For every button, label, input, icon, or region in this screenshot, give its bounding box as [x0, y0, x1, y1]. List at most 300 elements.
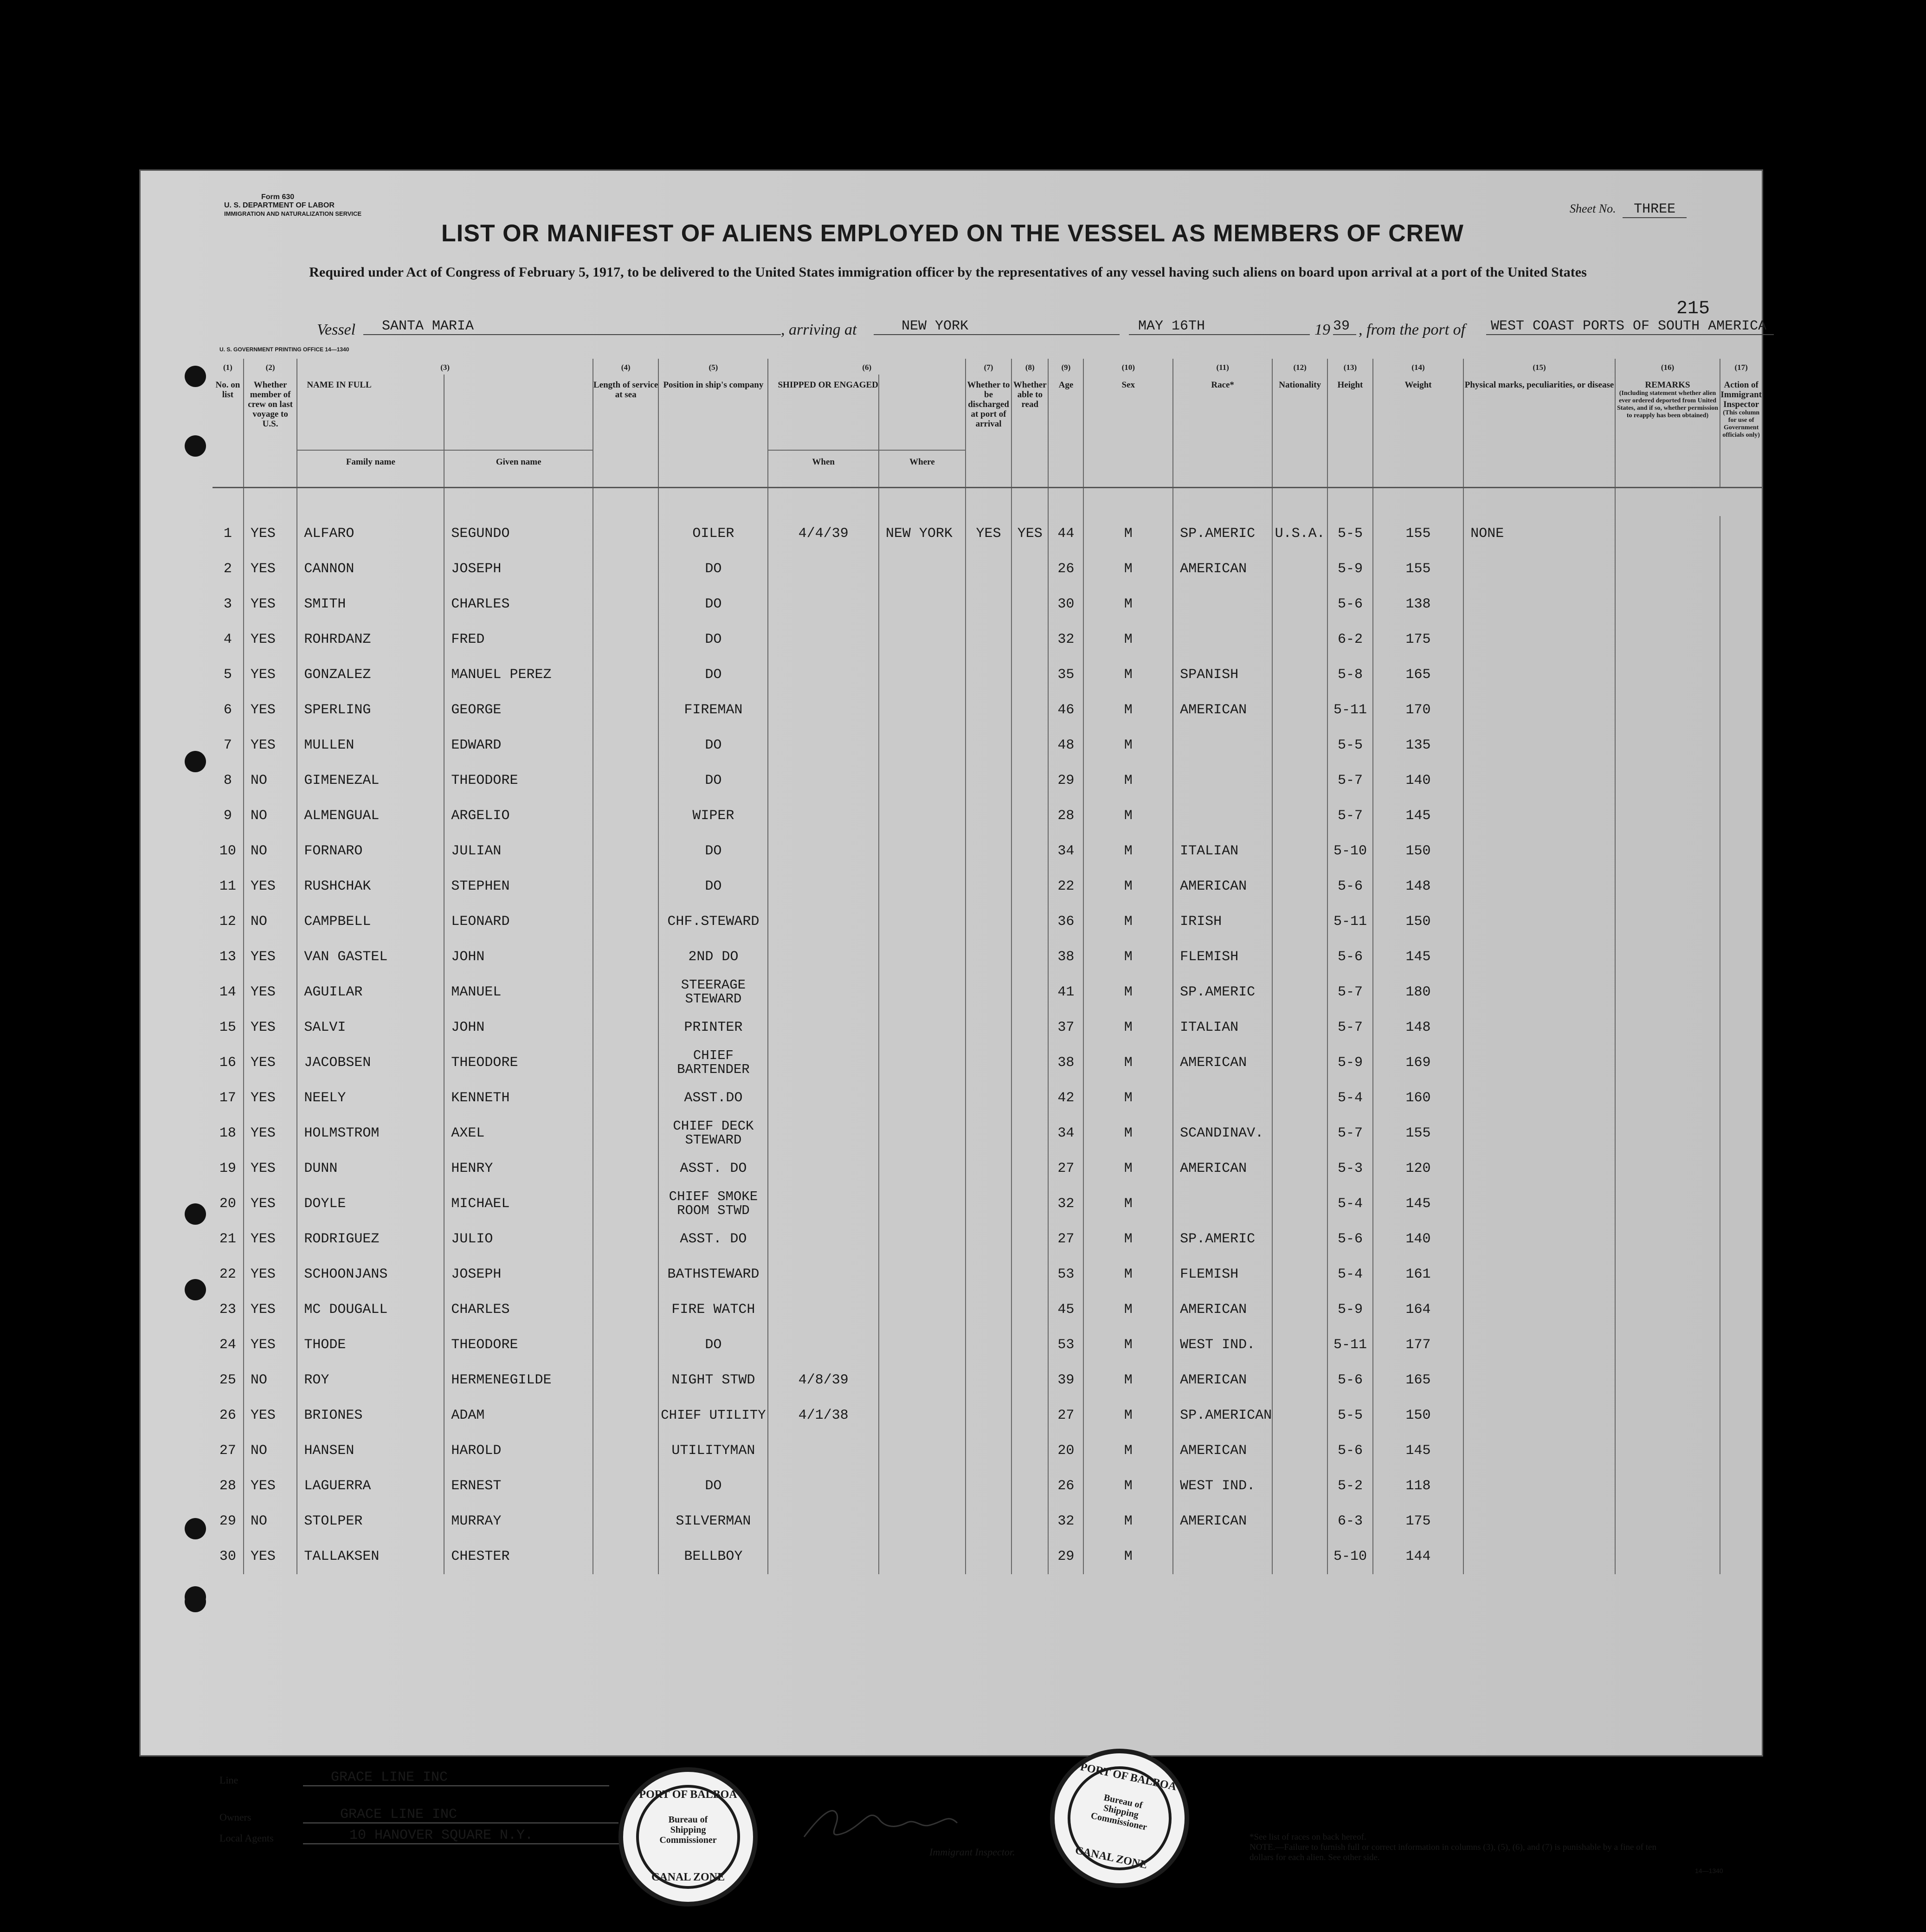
shipped-when-cell	[768, 1292, 878, 1327]
weight-cell: 177	[1373, 1327, 1464, 1363]
height-cell: 5-9	[1327, 1045, 1372, 1080]
column-number: (6)	[768, 359, 966, 375]
crew-row	[213, 1257, 1762, 1292]
given-name-cell: MANUEL PEREZ	[444, 657, 593, 692]
race-cell: AMERICAN	[1173, 1363, 1272, 1398]
crew-row	[213, 975, 1762, 1010]
from-label: , from the port of	[1359, 321, 1466, 338]
column-header	[1615, 375, 1720, 488]
able-to-read-cell	[1011, 1468, 1048, 1504]
last-voyage-cell: YES	[244, 1327, 297, 1363]
service-length-cell	[593, 587, 658, 622]
owners-label: Owners	[219, 1811, 251, 1823]
service-length-cell	[593, 1151, 658, 1186]
inspector-action-cell	[1720, 1010, 1762, 1045]
last-voyage-cell: NO	[244, 798, 297, 834]
column-label: Age	[1058, 380, 1074, 390]
shipped-when-cell	[768, 1116, 878, 1151]
physical-marks-cell: NONE	[1463, 516, 1615, 551]
physical-marks-cell	[1463, 1433, 1615, 1468]
service-length-cell	[593, 1221, 658, 1257]
given-name-cell: ERNEST	[444, 1468, 593, 1504]
seal-centre-text: Bureau of Shipping Commissioner	[1089, 1792, 1148, 1833]
last-voyage-cell: YES	[244, 939, 297, 975]
column-sub-label: When	[812, 457, 835, 467]
able-to-read-cell	[1011, 1292, 1048, 1327]
sex-cell: M	[1083, 904, 1173, 939]
family-name-cell: STOLPER	[297, 1504, 444, 1539]
service-length-cell	[593, 728, 658, 763]
family-name-cell: NEELY	[297, 1080, 444, 1116]
remarks-cell	[1615, 551, 1720, 587]
shipped-where-cell	[879, 1257, 966, 1292]
remarks-cell	[1615, 763, 1720, 798]
column-label: Whether to be discharged at port of arrival	[967, 380, 1010, 429]
service-length-cell	[593, 1433, 658, 1468]
shipped-when-cell	[768, 657, 878, 692]
crew-row	[213, 834, 1762, 869]
binder-hole	[185, 751, 206, 772]
physical-marks-cell	[1463, 1539, 1615, 1574]
shipped-where-cell	[879, 763, 966, 798]
last-voyage-cell: YES	[244, 551, 297, 587]
remarks-cell	[1615, 1327, 1720, 1363]
height-cell: 5-7	[1327, 975, 1372, 1010]
height-cell: 5-6	[1327, 587, 1372, 622]
position-cell: DO	[658, 834, 768, 869]
last-voyage-cell: YES	[244, 1186, 297, 1221]
family-name-cell: DOYLE	[297, 1186, 444, 1221]
last-voyage-cell: NO	[244, 904, 297, 939]
shipped-when-cell: 4/8/39	[768, 1363, 878, 1398]
shipped-where-cell	[879, 1116, 966, 1151]
crew-row	[213, 1186, 1762, 1221]
to-be-discharged-cell	[966, 1186, 1011, 1221]
nationality-cell	[1272, 1468, 1327, 1504]
race-cell: AMERICAN	[1173, 1433, 1272, 1468]
column-label: Race*	[1211, 380, 1234, 390]
height-cell: 5-6	[1327, 1433, 1372, 1468]
family-name-cell: MULLEN	[297, 728, 444, 763]
position-cell: NIGHT STWD	[658, 1363, 768, 1398]
inspector-action-cell	[1720, 939, 1762, 975]
sex-cell: M	[1083, 834, 1173, 869]
sex-cell: M	[1083, 975, 1173, 1010]
last-voyage-cell: YES	[244, 1468, 297, 1504]
weight-cell: 175	[1373, 1504, 1464, 1539]
able-to-read-cell	[1011, 657, 1048, 692]
inspector-action-cell	[1720, 1257, 1762, 1292]
inspector-action-cell	[1720, 1116, 1762, 1151]
given-name-cell: SEGUNDO	[444, 516, 593, 551]
form-label: Form 630	[261, 193, 295, 201]
shipped-where-cell	[879, 975, 966, 1010]
weight-cell: 120	[1373, 1151, 1464, 1186]
given-name-cell: FRED	[444, 622, 593, 657]
inspector-action-cell	[1720, 975, 1762, 1010]
footer-notes	[1250, 1832, 1658, 1863]
shipped-where-cell	[879, 1151, 966, 1186]
shipped-when-cell	[768, 551, 878, 587]
height-cell: 5-4	[1327, 1257, 1372, 1292]
family-name-cell: ROHRDANZ	[297, 622, 444, 657]
remarks-cell	[1615, 1292, 1720, 1327]
physical-marks-cell	[1463, 1398, 1615, 1433]
age-cell: 26	[1048, 1468, 1083, 1504]
remarks-cell	[1615, 728, 1720, 763]
service-length-cell	[593, 1045, 658, 1080]
position-cell: DO	[658, 869, 768, 904]
position-cell: DO	[658, 587, 768, 622]
given-name-cell: CHESTER	[444, 1539, 593, 1574]
row-number-cell: 10	[219, 843, 236, 859]
remarks-cell	[1615, 587, 1720, 622]
race-cell: FLEMISH	[1173, 1257, 1272, 1292]
nationality-cell: U.S.A.	[1272, 516, 1327, 551]
age-cell: 53	[1048, 1257, 1083, 1292]
shipped-when-cell	[768, 1539, 878, 1574]
last-voyage-cell: YES	[244, 1257, 297, 1292]
physical-marks-cell	[1463, 1080, 1615, 1116]
column-number: (2)	[244, 359, 297, 375]
able-to-read-cell	[1011, 834, 1048, 869]
to-be-discharged-cell	[966, 834, 1011, 869]
crew-row	[213, 1292, 1762, 1327]
physical-marks-cell	[1463, 1327, 1615, 1363]
age-cell: 38	[1048, 1045, 1083, 1080]
given-name-cell: MURRAY	[444, 1504, 593, 1539]
column-header	[1173, 375, 1272, 488]
height-cell: 5-10	[1327, 1539, 1372, 1574]
last-voyage-cell: YES	[244, 728, 297, 763]
physical-marks-cell	[1463, 1186, 1615, 1221]
service-length-cell	[593, 798, 658, 834]
shipped-when-cell	[768, 1221, 878, 1257]
race-cell: ITALIAN	[1173, 834, 1272, 869]
last-voyage-cell: YES	[244, 1292, 297, 1327]
shipped-where-cell	[879, 622, 966, 657]
nationality-cell	[1272, 1292, 1327, 1327]
shipped-where-cell	[879, 869, 966, 904]
service-label: IMMIGRATION AND NATURALIZATION SERVICE	[224, 210, 362, 217]
nationality-cell	[1272, 975, 1327, 1010]
sex-cell: M	[1083, 1080, 1173, 1116]
weight-cell: 165	[1373, 1363, 1464, 1398]
sex-cell: M	[1083, 1433, 1173, 1468]
physical-marks-cell	[1463, 798, 1615, 834]
shipped-where-cell	[879, 692, 966, 728]
sex-cell: M	[1083, 1504, 1173, 1539]
inspector-action-cell	[1720, 904, 1762, 939]
seal-bottom-text: CANAL ZONE	[1074, 1844, 1148, 1872]
shipped-where-cell	[879, 1398, 966, 1433]
height-cell: 5-5	[1327, 516, 1372, 551]
given-name-cell: HENRY	[444, 1151, 593, 1186]
sheet-value: THREE	[1623, 201, 1687, 218]
sheet-label: Sheet No.	[1570, 202, 1616, 215]
height-cell: 5-7	[1327, 1116, 1372, 1151]
family-name-cell: CAMPBELL	[297, 904, 444, 939]
inspector-action-cell	[1720, 763, 1762, 798]
weight-cell: 140	[1373, 1221, 1464, 1257]
physical-marks-cell	[1463, 1468, 1615, 1504]
shipped-where-cell	[879, 1186, 966, 1221]
weight-cell: 118	[1373, 1468, 1464, 1504]
family-name-cell: ALMENGUAL	[297, 798, 444, 834]
last-voyage-cell: YES	[244, 692, 297, 728]
page-number: 215	[1676, 298, 1710, 319]
nationality-cell	[1272, 763, 1327, 798]
able-to-read-cell	[1011, 975, 1048, 1010]
shipped-where-cell	[879, 834, 966, 869]
given-name-cell: EDWARD	[444, 728, 593, 763]
remarks-cell	[1615, 798, 1720, 834]
sex-cell: M	[1083, 798, 1173, 834]
to-be-discharged-cell	[966, 1116, 1011, 1151]
family-name-cell: JACOBSEN	[297, 1045, 444, 1080]
position-cell: ASST. DO	[658, 1221, 768, 1257]
position-cell: UTILITYMAN	[658, 1433, 768, 1468]
family-name-cell: ROY	[297, 1363, 444, 1398]
service-length-cell	[593, 1010, 658, 1045]
weight-cell: 155	[1373, 516, 1464, 551]
inspector-action-cell	[1720, 1504, 1762, 1539]
race-cell: SCANDINAV.	[1173, 1116, 1272, 1151]
age-cell: 29	[1048, 1539, 1083, 1574]
weight-cell: 165	[1373, 657, 1464, 692]
race-cell: SPANISH	[1173, 657, 1272, 692]
race-cell	[1173, 728, 1272, 763]
able-to-read-cell	[1011, 692, 1048, 728]
seal-top-text: PORT OF BALBOA	[1079, 1761, 1178, 1793]
row-number-cell: 9	[223, 808, 232, 824]
service-length-cell	[593, 939, 658, 975]
family-name-cell: TALLAKSEN	[297, 1539, 444, 1574]
height-cell: 5-8	[1327, 657, 1372, 692]
crew-row	[213, 1504, 1762, 1539]
sex-cell: M	[1083, 516, 1173, 551]
row-number-cell: 17	[219, 1090, 236, 1106]
column-label: No. on list	[215, 380, 240, 400]
family-name-cell: MC DOUGALL	[297, 1292, 444, 1327]
crew-row	[213, 1433, 1762, 1468]
sex-cell: M	[1083, 1257, 1173, 1292]
given-name-cell: JOHN	[444, 939, 593, 975]
shipped-when-cell	[768, 622, 878, 657]
manifest-sheet	[139, 169, 1767, 1883]
row-number-cell: 7	[223, 737, 232, 753]
year-prefix: 19	[1314, 321, 1330, 338]
given-name-cell: JULIAN	[444, 834, 593, 869]
position-cell: CHIEF BARTENDER	[658, 1045, 768, 1080]
service-length-cell	[593, 1468, 658, 1504]
position-cell: DO	[658, 657, 768, 692]
position-cell: ASST. DO	[658, 1151, 768, 1186]
column-number: (4)	[593, 359, 658, 375]
column-number: (17)	[1720, 359, 1762, 375]
position-cell: FIREMAN	[658, 692, 768, 728]
height-cell: 5-11	[1327, 904, 1372, 939]
age-cell: 39	[1048, 1363, 1083, 1398]
height-cell: 5-7	[1327, 1010, 1372, 1045]
race-cell: SP.AMERIC	[1173, 516, 1272, 551]
race-cell: WEST IND.	[1173, 1468, 1272, 1504]
column-sub-label: Where	[909, 457, 935, 467]
race-cell: FLEMISH	[1173, 939, 1272, 975]
sex-cell: M	[1083, 869, 1173, 904]
last-voyage-cell: YES	[244, 1080, 297, 1116]
weight-cell: 170	[1373, 692, 1464, 728]
weight-cell: 160	[1373, 1080, 1464, 1116]
able-to-read-cell	[1011, 622, 1048, 657]
service-length-cell	[593, 622, 658, 657]
column-number: (12)	[1272, 359, 1327, 375]
race-cell	[1173, 798, 1272, 834]
able-to-read-cell	[1011, 1221, 1048, 1257]
to-be-discharged-cell	[966, 1151, 1011, 1186]
crew-rows	[213, 488, 1762, 1575]
row-number-cell: 2	[223, 561, 232, 577]
given-name-cell: KENNETH	[444, 1080, 593, 1116]
row-number-cell: 15	[219, 1020, 236, 1035]
nationality-cell	[1272, 1221, 1327, 1257]
row-number-cell: 4	[223, 632, 232, 647]
service-length-cell	[593, 1327, 658, 1363]
weight-cell: 175	[1373, 622, 1464, 657]
service-length-cell	[593, 1257, 658, 1292]
column-note: (Including statement whether alien ever ordered deported from United States, and if so, whether permission to reapply has been obtained)	[1617, 390, 1719, 419]
row-number-cell: 18	[219, 1125, 236, 1141]
shipped-when-cell	[768, 1257, 878, 1292]
physical-marks-cell	[1463, 975, 1615, 1010]
inspector-action-cell	[1720, 1433, 1762, 1468]
arrival-year: 39	[1333, 318, 1356, 335]
column-header	[1373, 375, 1464, 488]
form-header	[210, 193, 361, 218]
shipped-where-cell	[879, 1539, 966, 1574]
last-voyage-cell: YES	[244, 869, 297, 904]
last-voyage-cell: NO	[244, 1504, 297, 1539]
row-number-cell: 23	[219, 1302, 236, 1318]
position-cell: DO	[658, 763, 768, 798]
physical-marks-cell	[1463, 1221, 1615, 1257]
column-label: Position in ship's company	[663, 380, 764, 390]
height-cell: 5-6	[1327, 869, 1372, 904]
shipped-when-cell	[768, 1468, 878, 1504]
weight-cell: 164	[1373, 1292, 1464, 1327]
nationality-cell	[1272, 939, 1327, 975]
given-name-cell: MICHAEL	[444, 1186, 593, 1221]
nationality-cell	[1272, 1186, 1327, 1221]
to-be-discharged-cell	[966, 798, 1011, 834]
height-cell: 5-11	[1327, 692, 1372, 728]
crew-row	[213, 1468, 1762, 1504]
race-cell	[1173, 622, 1272, 657]
age-cell: 42	[1048, 1080, 1083, 1116]
shipped-when-cell	[768, 1186, 878, 1221]
crew-row	[213, 1398, 1762, 1433]
inspector-action-cell	[1720, 798, 1762, 834]
column-header	[879, 375, 966, 488]
family-name-cell: SCHOONJANS	[297, 1257, 444, 1292]
remarks-cell	[1615, 1045, 1720, 1080]
row-number-cell: 3	[223, 596, 232, 612]
canal-zone-seal	[618, 1767, 758, 1906]
race-cell: SP.AMERICAN	[1173, 1398, 1272, 1433]
remarks-cell	[1615, 1539, 1720, 1574]
height-cell: 5-10	[1327, 834, 1372, 869]
shipped-when-cell	[768, 1433, 878, 1468]
position-cell: CHIEF UTILITY	[658, 1398, 768, 1433]
last-voyage-cell: YES	[244, 975, 297, 1010]
inspector-action-cell	[1720, 657, 1762, 692]
family-name-cell: HANSEN	[297, 1433, 444, 1468]
physical-marks-cell	[1463, 1363, 1615, 1398]
remarks-cell	[1615, 1010, 1720, 1045]
shipped-where-cell	[879, 587, 966, 622]
physical-marks-cell	[1463, 657, 1615, 692]
remarks-cell	[1615, 869, 1720, 904]
able-to-read-cell	[1011, 1010, 1048, 1045]
shipped-when-cell	[768, 1504, 878, 1539]
penalty-note: NOTE.—Failure to furnish full or correct information in columns (3), (5), (6), and (7) is punishable by a fine of ten dollars for each alien. See other side.	[1250, 1842, 1656, 1862]
remarks-cell	[1615, 1433, 1720, 1468]
shipped-when-cell: 4/4/39	[768, 516, 878, 551]
weight-cell: 144	[1373, 1539, 1464, 1574]
family-name-cell: AGUILAR	[297, 975, 444, 1010]
shipped-when-cell	[768, 1327, 878, 1363]
able-to-read-cell	[1011, 587, 1048, 622]
shipped-where-cell	[879, 1045, 966, 1080]
able-to-read-cell	[1011, 904, 1048, 939]
physical-marks-cell	[1463, 904, 1615, 939]
physical-marks-cell	[1463, 622, 1615, 657]
race-cell: AMERICAN	[1173, 1045, 1272, 1080]
family-name-cell: LAGUERRA	[297, 1468, 444, 1504]
age-cell: 45	[1048, 1292, 1083, 1327]
age-cell: 53	[1048, 1327, 1083, 1363]
age-cell: 20	[1048, 1433, 1083, 1468]
sex-cell: M	[1083, 692, 1173, 728]
height-cell: 5-7	[1327, 798, 1372, 834]
last-voyage-cell: YES	[244, 587, 297, 622]
given-name-cell: CHARLES	[444, 587, 593, 622]
column-label: Sex	[1121, 380, 1135, 390]
family-name-cell: THODE	[297, 1327, 444, 1363]
age-cell: 29	[1048, 763, 1083, 798]
sex-cell: M	[1083, 728, 1173, 763]
physical-marks-cell	[1463, 692, 1615, 728]
weight-cell: 148	[1373, 1010, 1464, 1045]
last-voyage-cell: NO	[244, 834, 297, 869]
nationality-cell	[1272, 904, 1327, 939]
arriving-label: , arriving at	[781, 321, 857, 338]
family-name-cell: GIMENEZAL	[297, 763, 444, 798]
remarks-cell	[1615, 1151, 1720, 1186]
remarks-cell	[1615, 1363, 1720, 1398]
shipped-where-cell	[879, 1221, 966, 1257]
arrival-date: MAY 16TH	[1129, 318, 1310, 335]
column-number: (16)	[1615, 359, 1720, 375]
to-be-discharged-cell	[966, 763, 1011, 798]
weight-cell: 145	[1373, 798, 1464, 834]
row-number-cell: 24	[219, 1337, 236, 1353]
row-number-cell: 27	[219, 1443, 236, 1459]
to-be-discharged-cell	[966, 869, 1011, 904]
sex-cell: M	[1083, 763, 1173, 798]
able-to-read-cell	[1011, 1151, 1048, 1186]
family-name-cell: SPERLING	[297, 692, 444, 728]
